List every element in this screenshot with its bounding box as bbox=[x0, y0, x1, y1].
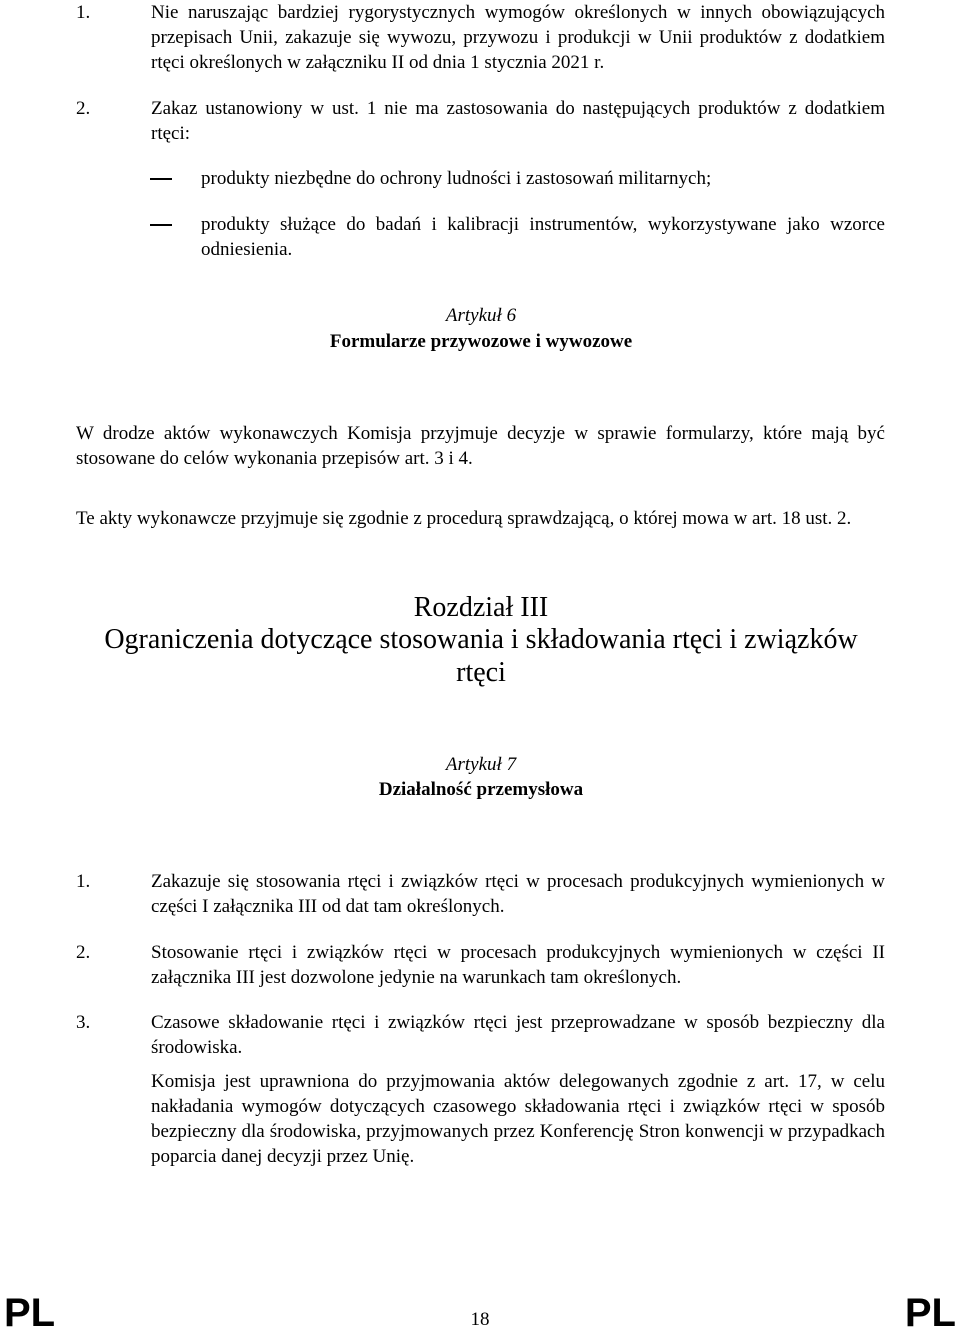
dash-item-text: produkty niezbędne do ochrony ludności i zastosowań militarnych; bbox=[201, 168, 712, 189]
chapter-title: Ograniczenia dotyczące stosowania i składowania rtęci i związków rtęci bbox=[104, 624, 858, 688]
paragraph-text: Stosowanie rtęci i związków rtęci w procesach produkcyjnych wymienionych w części II załącznika III jest dozwolone jedynie na warunkach tam określonych. bbox=[151, 942, 885, 988]
paragraph-number: 2. bbox=[76, 98, 91, 119]
paragraph-text: Czasowe składowanie rtęci i związków rtęci jest przeprowadzane w sposób bezpieczny dla środowiska. bbox=[151, 1012, 885, 1058]
paragraph-text: Nie naruszając bardziej rygorystycznych wymogów określonych w innych obowiązujących przepisach Unii, zakazuje się wywozu, przywozu i produkcji w Unii produktów z dodatkiem rtęci określonych w załączniku II od dnia 1 stycznia 2021 r. bbox=[151, 2, 885, 73]
article-6-paragraph-1: W drodze aktów wykonawczych Komisja przyjmuje decyzje w sprawie formularzy, które mają być stosowane do celów wykonania przepisów art. 3 i 4. bbox=[76, 423, 885, 469]
article-6-paragraph-2: Te akty wykonawcze przyjmuje się zgodnie z procedurą sprawdzającą, o której mowa w art. 18 ust. 2. bbox=[76, 508, 852, 529]
article-7-title: Działalność przemysłowa bbox=[378, 779, 584, 800]
article-7-label: Artykuł 7 bbox=[445, 754, 517, 775]
paragraph-number: 2. bbox=[76, 942, 91, 963]
dash-bullet bbox=[150, 178, 172, 180]
dash-bullet bbox=[150, 224, 172, 226]
paragraph-number: 3. bbox=[76, 1012, 91, 1033]
chapter-label: Rozdział III bbox=[413, 592, 549, 623]
paragraph-number: 1. bbox=[76, 871, 91, 892]
article-6-label: Artykuł 6 bbox=[445, 305, 517, 326]
paragraph-text: Zakazuje się stosowania rtęci i związków rtęci w procesach produkcyjnych wymienionych w części I załącznika III od dat tam określonych. bbox=[151, 871, 885, 917]
footer-language-left: PL bbox=[4, 1291, 56, 1335]
footer-language-right: PL bbox=[904, 1291, 956, 1335]
paragraph-number: 1. bbox=[76, 2, 91, 23]
paragraph-text: Zakaz ustanowiony w ust. 1 nie ma zastosowania do następujących produktów z dodatkiem rtęci: bbox=[151, 98, 885, 144]
dash-item-text: produkty służące do badań i kalibracji instrumentów, wykorzystywane jako wzorce odniesienia. bbox=[201, 214, 885, 260]
article-7-continuation: Komisja jest uprawniona do przyjmowania aktów delegowanych zgodnie z art. 17, w celu nakładania wymogów dotyczących czasowego składowania rtęci i związków rtęci w sposób bezpieczny dla środowiska, przyjmowanych przez Konferencję Stron konwencji w przypadkach poparcia danej decyzji przez Unię. bbox=[151, 1071, 885, 1167]
page-number: 18 bbox=[470, 1309, 490, 1330]
article-6-title: Formularze przywozowe i wywozowe bbox=[329, 331, 633, 352]
